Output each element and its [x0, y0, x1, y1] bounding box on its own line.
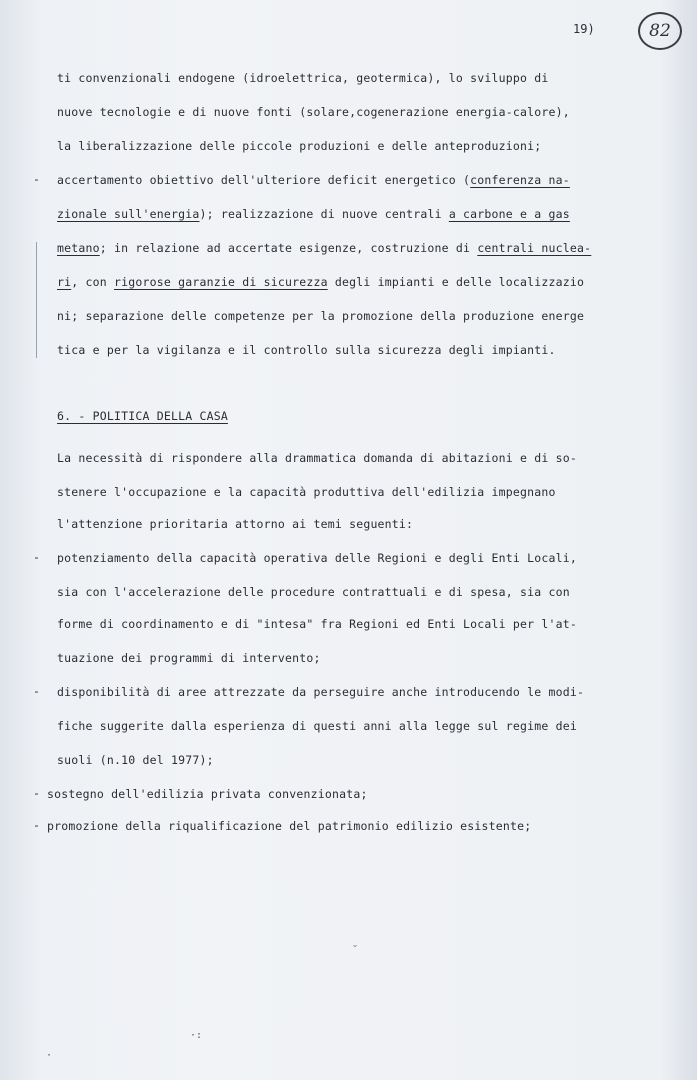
- text-run: ); realizzazione di nuove centrali: [199, 207, 449, 221]
- text-run: suoli (n.10 del 1977);: [57, 753, 214, 767]
- text-run: degli impianti e delle localizzazio: [327, 275, 585, 289]
- text-line: [57, 240, 591, 256]
- bullet-dash: -: [33, 550, 40, 564]
- text-run: fiche suggerite dalla esperienza di questi anni alla legge sul regime dei: [57, 719, 578, 733]
- text-run: nuove tecnologie e di nuove fonti (solare,cogenerazione energia-calore),: [57, 105, 570, 119]
- text-run: La necessità di rispondere alla drammatica domanda di abitazioni e di so-: [57, 451, 578, 465]
- text-run: tuazione dei programmi di intervento;: [57, 651, 321, 665]
- text-line: [57, 342, 556, 358]
- text-run: promozione della riqualificazione del patrimonio edilizio esistente;: [47, 819, 532, 833]
- text-line: [57, 718, 577, 734]
- text-line: [57, 484, 556, 500]
- text-line: [57, 752, 214, 768]
- text-line: [47, 786, 368, 802]
- text-run: tica e per la vigilanza e il controllo sulla sicurezza degli impianti.: [57, 343, 556, 357]
- text-line: [57, 684, 584, 700]
- underlined-text: metano: [57, 241, 100, 255]
- text-line: [57, 550, 577, 566]
- text-line: [57, 308, 584, 324]
- bullet-dash: -: [33, 786, 40, 800]
- text-line: [57, 70, 549, 86]
- bullet-dash: -: [33, 684, 40, 698]
- text-run: sia con l'accelerazione delle procedure contrattuali e di spesa, sia con: [57, 585, 570, 599]
- scan-speck: ˘: [352, 945, 359, 956]
- underlined-text: zionale sull'energia: [57, 207, 200, 221]
- text-run: ; in relazione ad accertate esigenze, costruzione di: [99, 241, 478, 255]
- bullet-dash: -: [33, 172, 40, 186]
- underlined-text: a carbone e a gas: [448, 207, 570, 221]
- page-stamp-handwritten: 82: [638, 12, 682, 50]
- text-run: la liberalizzazione delle piccole produzioni e delle anteproduzioni;: [57, 139, 542, 153]
- underlined-text: rigorose garanzie di sicurezza: [114, 275, 328, 289]
- text-line: [47, 818, 531, 834]
- underlined-text: centrali nuclea-: [477, 241, 592, 255]
- text-run: stenere l'occupazione e la capacità produttiva dell'edilizia impegnano: [57, 485, 556, 499]
- text-line: [57, 516, 413, 532]
- text-line: [57, 584, 570, 600]
- text-line: [57, 450, 577, 466]
- text-line: [57, 172, 570, 188]
- scan-speck: ·: [46, 1050, 53, 1061]
- text-line: [57, 104, 570, 120]
- text-run: l'attenzione prioritaria attorno ai temi seguenti:: [57, 517, 414, 531]
- text-run: ti convenzionali endogene (idroelettrica, geotermica), lo sviluppo di: [57, 71, 549, 85]
- text-run: accertamento obiettivo dell'ulteriore deficit energetico (: [57, 173, 471, 187]
- text-line: [57, 274, 584, 290]
- page-number: 19): [573, 22, 595, 36]
- text-line: [57, 616, 577, 632]
- section-heading: 6. - POLITICA DELLA CASA: [57, 409, 228, 423]
- text-run: potenziamento della capacità operativa delle Regioni e degli Enti Locali,: [57, 551, 578, 565]
- text-line: [57, 206, 570, 222]
- text-run: ni; separazione delle competenze per la promozione della produzione energe: [57, 309, 585, 323]
- bullet-dash: -: [33, 818, 40, 832]
- text-line: [57, 650, 321, 666]
- text-run: , con: [71, 275, 114, 289]
- text-run: disponibilità di aree attrezzate da perseguire anche introducendo le modi-: [57, 685, 585, 699]
- scan-speck: ·:: [190, 1030, 203, 1041]
- underlined-text: conferenza na-: [470, 173, 570, 187]
- text-line: [57, 138, 541, 154]
- underlined-text: ri: [57, 275, 72, 289]
- margin-bracket-mark: [36, 242, 45, 358]
- text-run: forme di coordinamento e di "intesa" fra Regioni ed Enti Locali per l'at-: [57, 617, 578, 631]
- text-run: sostegno dell'edilizia privata convenzionata;: [47, 787, 368, 801]
